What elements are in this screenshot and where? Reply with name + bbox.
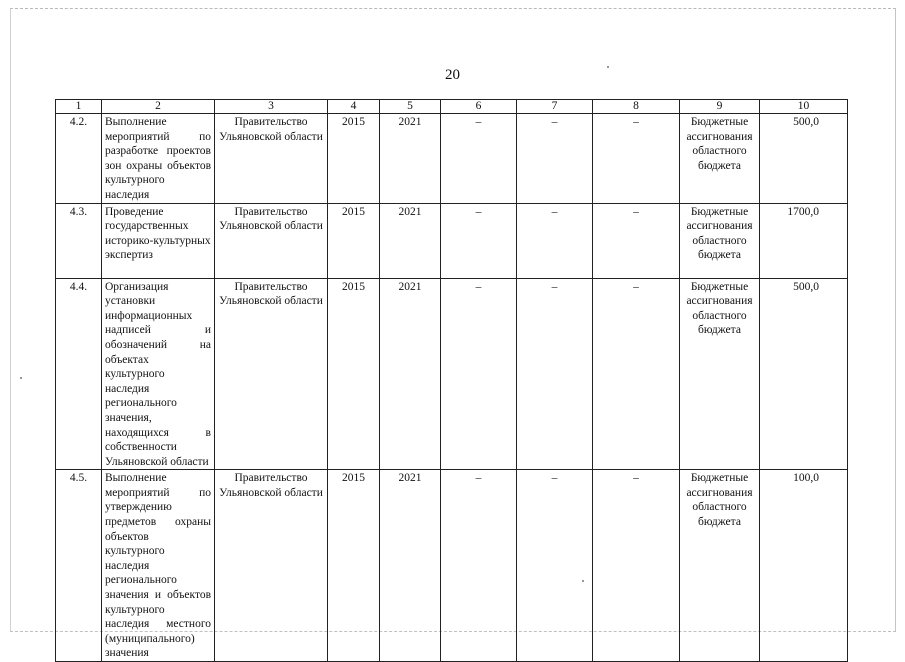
scan-speck — [20, 377, 22, 379]
header-cell-3: 3 — [215, 100, 328, 114]
table-row — [56, 203, 848, 278]
start-year: 2015 — [328, 203, 380, 278]
cell-col7: – — [517, 114, 593, 204]
cell-col6: – — [441, 470, 517, 662]
header-cell-9: 9 — [680, 100, 760, 114]
cell-col6: – — [441, 114, 517, 204]
funding-source: Бюджетные ассигнования областного бюджета — [680, 278, 760, 470]
start-year: 2015 — [328, 470, 380, 662]
cell-col7: – — [517, 470, 593, 662]
executor: Правительство Ульяновской области — [215, 470, 328, 662]
table-row — [56, 470, 848, 662]
cell-col8: – — [593, 470, 680, 662]
activity-name: Проведение государственных историко-культурных экспертиз — [102, 203, 215, 278]
funding-amount: 500,0 — [760, 278, 848, 470]
activity-name: Выполнение мероприятий по разработке проектов зон охраны объектов культурного наследия — [102, 114, 215, 204]
row-number: 4.4. — [56, 278, 102, 470]
header-cell-7: 7 — [517, 100, 593, 114]
cell-col6: – — [441, 203, 517, 278]
start-year: 2015 — [328, 114, 380, 204]
scan-speck — [582, 580, 584, 582]
row-number: 4.2. — [56, 114, 102, 204]
activity-name: Выполнение мероприятий по утверждению предметов охраны объектов культурного наследия регионального значения и объектов культурного наследия местного (муниципального) значения — [102, 470, 215, 662]
header-cell-2: 2 — [102, 100, 215, 114]
page-number: 20 — [445, 67, 460, 83]
cell-col8: – — [593, 114, 680, 204]
header-row — [56, 100, 848, 114]
funding-amount: 100,0 — [760, 470, 848, 662]
end-year: 2021 — [380, 114, 441, 204]
end-year: 2021 — [380, 203, 441, 278]
header-cell-8: 8 — [593, 100, 680, 114]
header-cell-10: 10 — [760, 100, 848, 114]
funding-amount: 500,0 — [760, 114, 848, 204]
cell-col6: – — [441, 278, 517, 470]
funding-source: Бюджетные ассигнования областного бюджета — [680, 203, 760, 278]
header-cell-5: 5 — [380, 100, 441, 114]
header-cell-1: 1 — [56, 100, 102, 114]
cell-col7: – — [517, 203, 593, 278]
end-year: 2021 — [380, 470, 441, 662]
cell-col7: – — [517, 278, 593, 470]
row-number: 4.3. — [56, 203, 102, 278]
cell-col8: – — [593, 203, 680, 278]
executor: Правительство Ульяновской области — [215, 203, 328, 278]
executor: Правительство Ульяновской области — [215, 278, 328, 470]
funding-source: Бюджетные ассигнования областного бюджета — [680, 470, 760, 662]
executor: Правительство Ульяновской области — [215, 114, 328, 204]
end-year: 2021 — [380, 278, 441, 470]
program-table — [55, 99, 848, 662]
header-cell-4: 4 — [328, 100, 380, 114]
scan-speck — [607, 66, 609, 68]
funding-amount: 1700,0 — [760, 203, 848, 278]
start-year: 2015 — [328, 278, 380, 470]
activity-name: Организация установки информационных надписей и обозначений на объектах культурного наследия регионального значения, находящихся в собственности Ульяновской области — [102, 278, 215, 470]
table-row — [56, 114, 848, 204]
header-cell-6: 6 — [441, 100, 517, 114]
cell-col8: – — [593, 278, 680, 470]
table-row — [56, 278, 848, 470]
row-number: 4.5. — [56, 470, 102, 662]
funding-source: Бюджетные ассигнования областного бюджета — [680, 114, 760, 204]
